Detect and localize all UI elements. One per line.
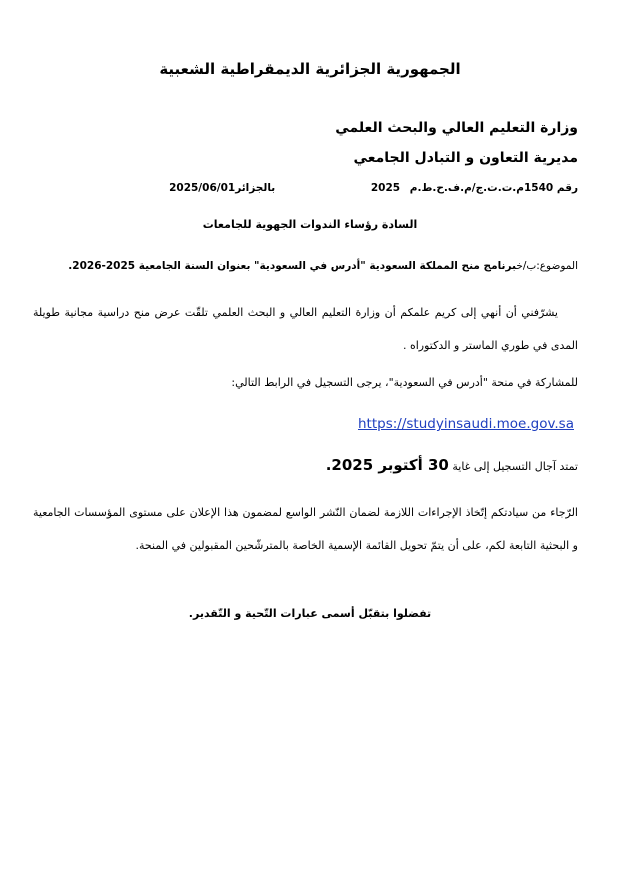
participation-instructions: للمشاركة في منحة "أدرس في السعودية"، يرجى التسجيل في الرابط التالي: bbox=[231, 376, 578, 389]
deadline-line bbox=[326, 456, 578, 474]
subject-text: برنامج منح المملكة السعودية "أدرس في السعودية" بعنوان السنة الجامعية 2025-2026. bbox=[68, 260, 517, 272]
reference-line bbox=[169, 182, 578, 194]
closing-salutation: تفضلوا بتقبّل أسمى عبارات التّحية و التّقدير. bbox=[188, 607, 432, 620]
registration-link[interactable]: https://studyinsaudi.moe.gov.sa bbox=[358, 416, 574, 432]
deadline-prefix: تمتد آجال التسجيل إلى غاية bbox=[452, 460, 578, 473]
recipient-line: السادة رؤساء الندوات الجهوية للجامعات bbox=[202, 218, 418, 231]
subject-label: الموضوع:ب/خ bbox=[516, 260, 578, 272]
subject-line bbox=[68, 260, 578, 272]
deadline-date: 30 أكتوبر 2025. bbox=[325, 456, 449, 474]
body-paragraph-2: الرّجاء من سيادتكم إتّخاذ الإجراءات اللازمة لضمان النّشر الواسع لمضمون هذا الإعلان على مستوى المؤسسات الجامعية و البحثية التابعة لكم، على أن يتمّ تحويل القائمة الإسمية الخاصة بالمترشّحين المقبولين في المنحة. bbox=[33, 506, 578, 552]
body-paragraph-1: يشرّفني أن أنهي إلى كريم علمكم أن وزارة التعليم العالي و البحث العلمي تلقّت عرض منح دراسية مجانية طويلة المدى في طوري الماستر و الدكتوراه . bbox=[33, 306, 578, 352]
place-date: بالجزائر2025/06/01 bbox=[169, 182, 276, 194]
directorate-name: مديرية التعاون و التبادل الجامعي bbox=[353, 150, 578, 166]
republic-title: الجمهورية الجزائرية الديمقراطية الشعبية bbox=[159, 60, 461, 78]
reference-number: رقم 1540م.ت.ت.ج/م.ف.ح.ط.م bbox=[409, 182, 578, 194]
reference-year: 2025 bbox=[370, 182, 401, 194]
ministry-name: وزارة التعليم العالي والبحث العلمي bbox=[335, 120, 578, 136]
